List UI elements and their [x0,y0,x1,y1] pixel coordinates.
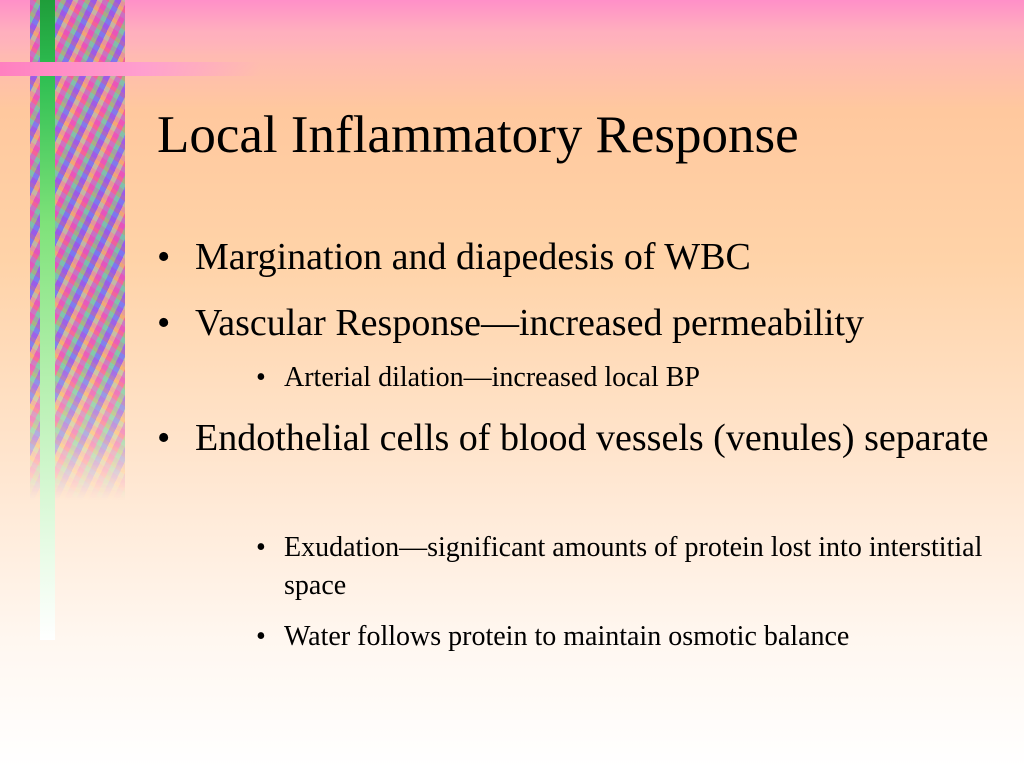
vertical-green-bar [40,0,55,640]
sub-bullet-item [256,529,1006,605]
sub-bullet-text: Water follows protein to maintain osmotic balance [284,621,850,652]
sub-bullet-dot-icon: • [256,532,266,563]
sub-bullet-dot-icon: • [256,362,266,393]
bullet-item [157,298,1017,348]
bullet-item [157,413,997,463]
bullet-text: Endothelial cells of blood vessels (venules) separate [195,417,989,459]
bullet-dot-icon: • [157,417,171,459]
sub-bullet-dot-icon: • [256,621,266,652]
bullet-text: Vascular Response—increased permeability [195,302,864,344]
top-pink-band [0,0,1024,55]
bullet-text: Margination and diapedesis of WBC [195,236,751,278]
sub-bullet-text: Arterial dilation—increased local BP [284,362,700,393]
sub-bullet-text: Exudation—significant amounts of protein lost into interstitial space [284,532,983,601]
sub-bullet-item [256,618,1006,656]
bullet-item [157,232,1017,282]
horizontal-pink-bar [0,62,260,76]
slide-title: Local Inflammatory Response [157,106,799,164]
bullet-dot-icon: • [157,302,171,344]
sub-bullet-item [256,359,1006,397]
bullet-dot-icon: • [157,236,171,278]
